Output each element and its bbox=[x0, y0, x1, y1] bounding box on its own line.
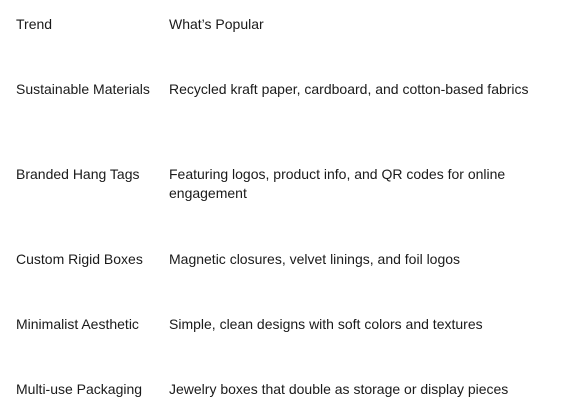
popular-cell: Featuring logos, product info, and QR codes for online engagement bbox=[169, 166, 506, 201]
trend-cell: Multi-use Packaging bbox=[16, 381, 143, 397]
popular-cell: Jewelry boxes that double as storage or display pieces bbox=[169, 381, 509, 397]
header-popular: What’s Popular bbox=[169, 16, 264, 32]
popular-cell: Simple, clean designs with soft colors and textures bbox=[169, 316, 483, 332]
trend-cell: Minimalist Aesthetic bbox=[16, 316, 139, 332]
popular-cell: Recycled kraft paper, cardboard, and cotton-based fabrics bbox=[169, 81, 529, 97]
header-trend: Trend bbox=[16, 16, 53, 32]
popular-cell: Magnetic closures, velvet linings, and foil logos bbox=[169, 251, 461, 267]
trend-cell: Sustainable Materials bbox=[16, 81, 150, 97]
trend-cell: Branded Hang Tags bbox=[16, 166, 140, 182]
trend-cell: Custom Rigid Boxes bbox=[16, 251, 143, 267]
